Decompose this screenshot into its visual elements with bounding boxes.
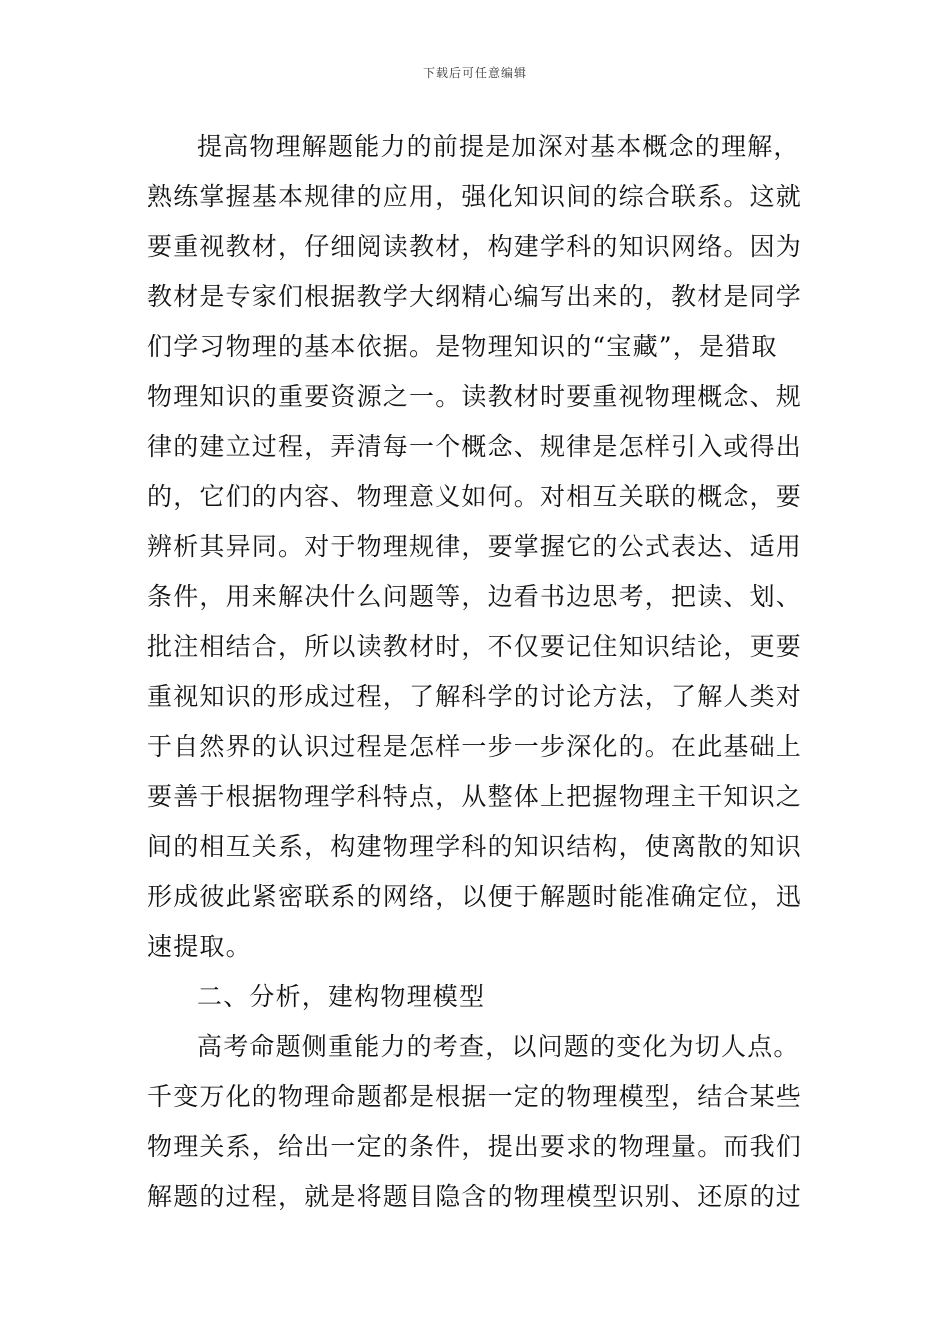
text-line: 间的相互关系，构建物理学科的知识结构，使离散的知识	[147, 832, 803, 861]
text-line: 要重视教材，仔细阅读教材，构建学科的知识网络。因为	[147, 232, 803, 261]
page-header: 下载后可任意编辑	[422, 66, 527, 80]
text-line: 形成彼此紧密联系的网络，以便于解题时能准确定位，迅	[147, 882, 803, 911]
text-line: 物理知识的重要资源之一。读教材时要重视物理概念、规	[147, 382, 803, 411]
text-line: 的，它们的内容、物理意义如何。对相互关联的概念，要	[147, 482, 803, 511]
text-line: 重视知识的形成过程，了解科学的讨论方法，了解人类对	[147, 682, 803, 711]
text-line: 于自然界的认识过程是怎样一步一步深化的。在此基础上	[147, 732, 803, 761]
text-line: 高考命题侧重能力的考查，以问题的变化为切人点。	[197, 1032, 800, 1061]
text-line: 物理关系，给出一定的条件，提出要求的物理量。而我们	[147, 1132, 803, 1161]
text-line: 要善于根据物理学科特点，从整体上把握物理主干知识之	[147, 782, 803, 811]
document-body	[147, 128, 807, 1228]
text-line: 速提取。	[147, 932, 252, 961]
text-line: 批注相结合，所以读教材时，不仅要记住知识结论，更要	[147, 632, 803, 661]
text-line: 辨析其异同。对于物理规律，要掌握它的公式表达、适用	[147, 532, 803, 561]
text-line: 教材是专家们根据教学大纲精心编写出来的，教材是同学	[147, 282, 803, 311]
text-line: 二、分析，建构物理模型	[197, 982, 486, 1011]
text-line: 解题的过程，就是将题目隐含的物理模型识别、还原的过	[147, 1182, 803, 1211]
text-line: 律的建立过程，弄清每一个概念、规律是怎样引入或得出	[147, 432, 803, 461]
text-line: 千变万化的物理命题都是根据一定的物理模型，结合某些	[147, 1082, 803, 1111]
text-line: 条件，用来解决什么问题等，边看书边思考，把读、划、	[147, 582, 803, 611]
text-line: 们学习物理的基本依据。是物理知识的“宝藏”，是猎取	[147, 332, 778, 361]
text-line: 熟练掌握基本规律的应用，强化知识间的综合联系。这就	[147, 182, 803, 211]
text-line: 提高物理解题能力的前提是加深对基本概念的理解，	[197, 132, 800, 161]
